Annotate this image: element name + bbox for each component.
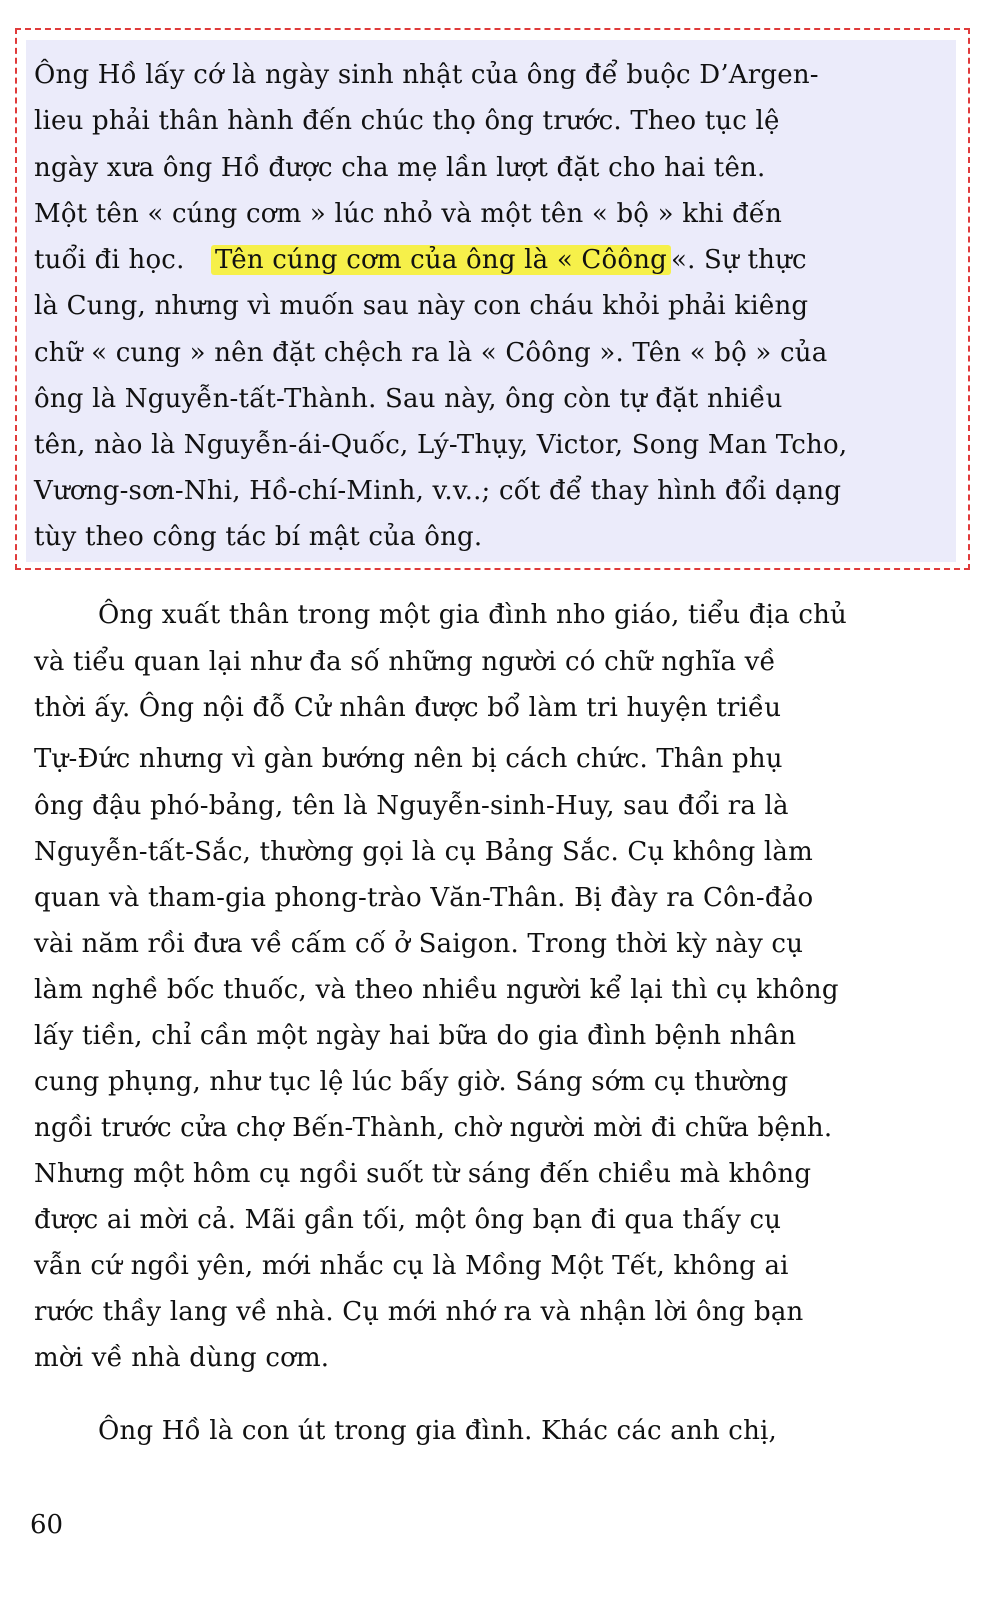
page-number: 60 bbox=[30, 1510, 64, 1540]
paragraph-1-line-9: tên, nào là Nguyễn-ái-Quốc, Lý-Thụy, Victor, Song Man Tcho, bbox=[34, 430, 848, 460]
paragraph-2-line-15: vẫn cứ ngồi yên, mới nhắc cụ là Mồng Một Tết, không ai bbox=[34, 1251, 789, 1281]
paragraph-2-line-3: thời ấy. Ông nội đỗ Cử nhân được bổ làm tri huyện triều bbox=[34, 693, 782, 723]
paragraph-1-line-5 bbox=[34, 243, 946, 277]
paragraph-1-line-8: ông là Nguyễn-tất-Thành. Sau này, ông còn tự đặt nhiều bbox=[34, 384, 783, 414]
paragraph-2-line-7: quan và tham-gia phong-trào Văn-Thân. Bị đày ra Côn-đảo bbox=[34, 883, 814, 913]
paragraph-1-line-11: tùy theo công tác bí mật của ông. bbox=[34, 522, 483, 552]
line-5-start: tuổi đi học. bbox=[34, 245, 185, 275]
line-5-end: «. Sự thực bbox=[671, 245, 807, 275]
paragraph-1-line-3: ngày xưa ông Hồ được cha mẹ lần lượt đặt cho hai tên. bbox=[34, 153, 766, 183]
paragraph-1-line-7: chữ « cung » nên đặt chệch ra là « Côông ». Tên « bộ » của bbox=[34, 338, 828, 368]
paragraph-2-line-9: làm nghề bốc thuốc, và theo nhiều người kể lại thì cụ không bbox=[34, 975, 839, 1005]
paragraph-1-line-4: Một tên « cúng cơm » lúc nhỏ và một tên « bộ » khi đến bbox=[34, 199, 783, 229]
paragraph-1-line-6: là Cung, nhưng vì muốn sau này con cháu khỏi phải kiêng bbox=[34, 291, 809, 321]
paragraph-3-line-1: Ông Hồ là con út trong gia đình. Khác các anh chị, bbox=[98, 1416, 777, 1446]
paragraph-2-line-8: vài năm rồi đưa về cấm cố ở Saigon. Trong thời kỳ này cụ bbox=[34, 929, 804, 959]
paragraph-2-line-13: Nhưng một hôm cụ ngồi suốt từ sáng đến chiều mà không bbox=[34, 1159, 812, 1189]
paragraph-2-line-10: lấy tiền, chỉ cần một ngày hai bữa do gia đình bệnh nhân bbox=[34, 1021, 797, 1051]
paragraph-1-line-10: Vương-sơn-Nhi, Hồ-chí-Minh, v.v..; cốt để thay hình đổi dạng bbox=[34, 476, 842, 506]
paragraph-2-line-1: Ông xuất thân trong một gia đình nho giáo, tiểu địa chủ bbox=[98, 600, 847, 630]
paragraph-1-line-1: Ông Hồ lấy cớ là ngày sinh nhật của ông để buộc D’Argen- bbox=[34, 60, 819, 90]
paragraph-2-line-11: cung phụng, như tục lệ lúc bấy giờ. Sáng sớm cụ thường bbox=[34, 1067, 789, 1097]
paragraph-1-line-2: lieu phải thân hành đến chúc thọ ông trước. Theo tục lệ bbox=[34, 106, 780, 136]
paragraph-2-line-12: ngồi trước cửa chợ Bến-Thành, chờ người mời đi chữa bệnh. bbox=[34, 1113, 833, 1143]
highlighted-text: Tên cúng cơm của ông là « Côông bbox=[211, 245, 671, 275]
paragraph-2-line-16: rước thầy lang về nhà. Cụ mới nhớ ra và nhận lời ông bạn bbox=[34, 1297, 804, 1327]
paragraph-2-line-2: và tiểu quan lại như đa số những người có chữ nghĩa về bbox=[34, 647, 776, 677]
paragraph-2-line-14: được ai mời cả. Mãi gần tối, một ông bạn đi qua thấy cụ bbox=[34, 1205, 782, 1235]
paragraph-2-line-6: Nguyễn-tất-Sắc, thường gọi là cụ Bảng Sắc. Cụ không làm bbox=[34, 837, 813, 867]
paragraph-2-line-17: mời về nhà dùng cơm. bbox=[34, 1343, 330, 1373]
paragraph-2-line-5: ông đậu phó-bảng, tên là Nguyễn-sinh-Huy, sau đổi ra là bbox=[34, 791, 789, 821]
paragraph-2-line-4: Tự-Đức nhưng vì gàn bướng nên bị cách chức. Thân phụ bbox=[34, 744, 783, 774]
